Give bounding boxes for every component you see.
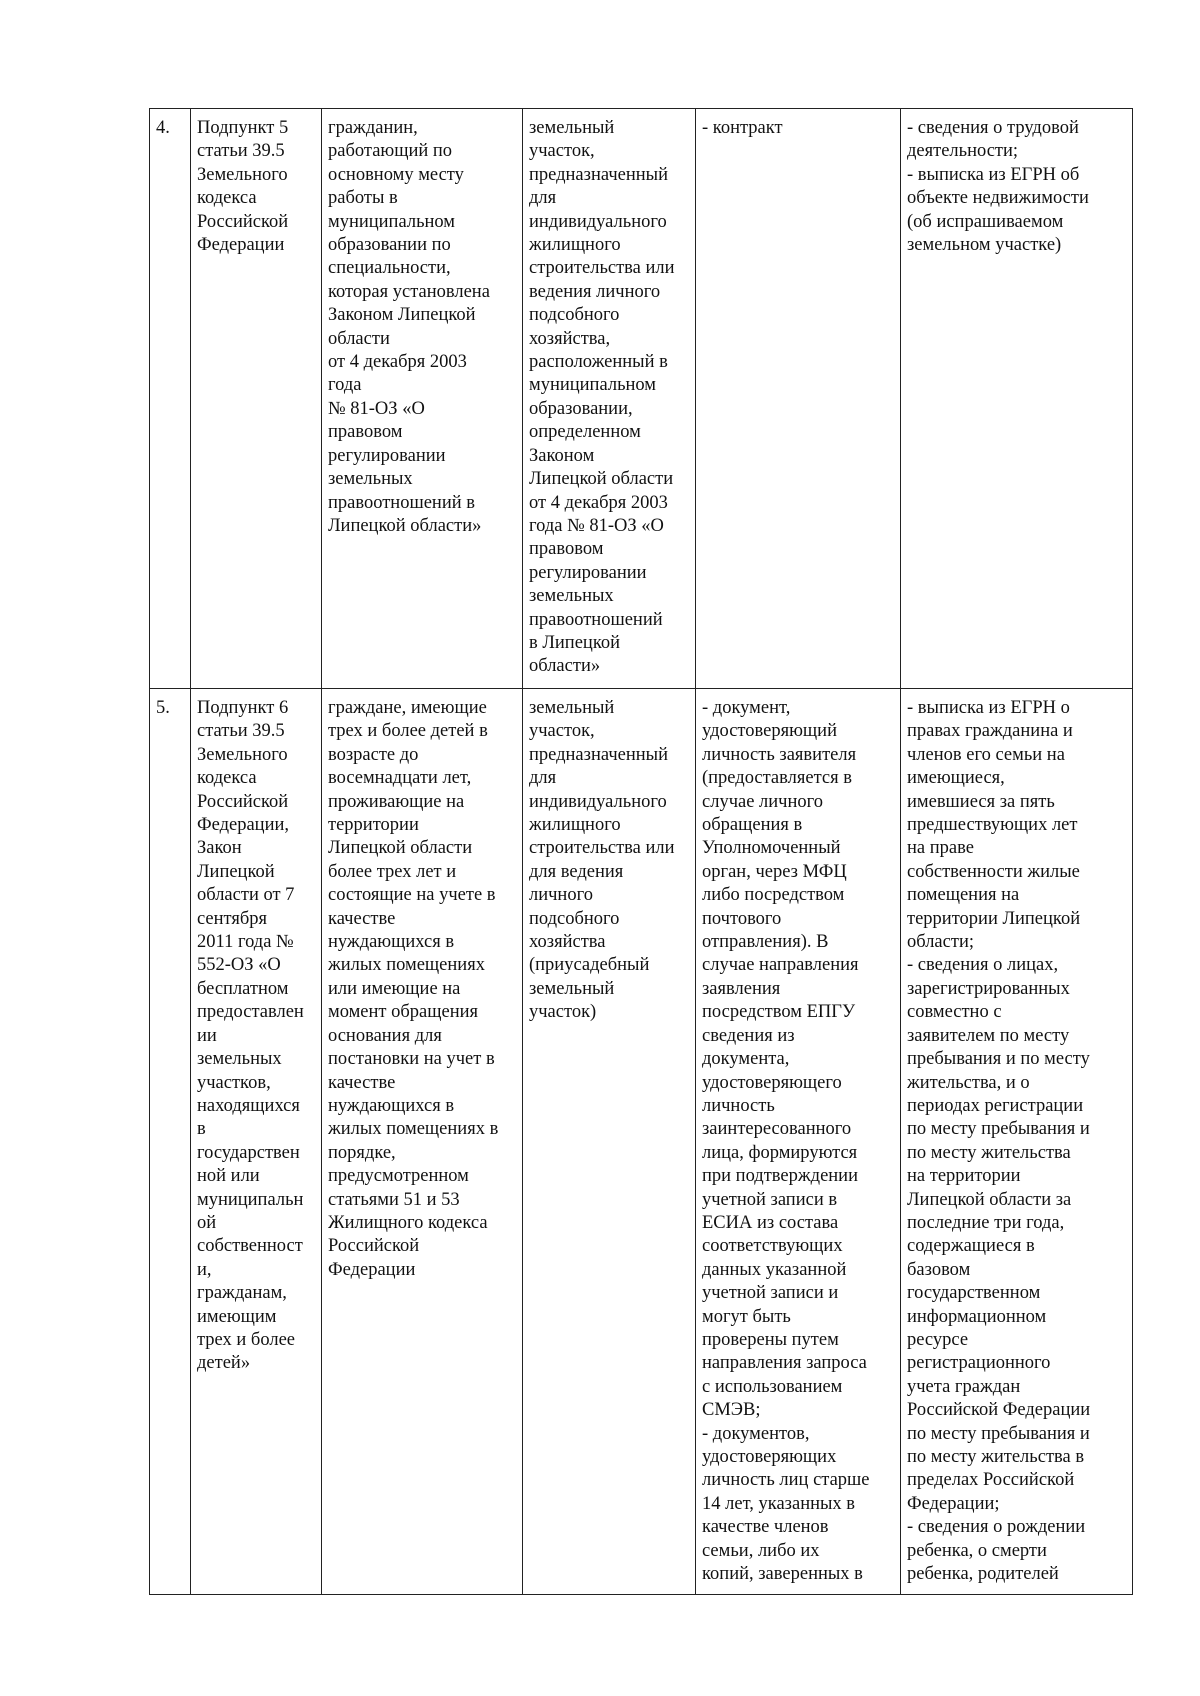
requested-documents-cell: - сведения о трудовой деятельности; - выписка из ЕГРН об объекте недвижимости (об испрашиваемом земельном участке): [901, 109, 1133, 689]
row-number: 4.: [150, 109, 191, 689]
legal-basis-cell: Подпункт 5 статьи 39.5 Земельного кодекса Российской Федерации: [191, 109, 322, 689]
applicant-category-cell: граждане, имеющие трех и более детей в возрасте до восемнадцати лет, проживающие на территории Липецкой области более трех лет и состоящие на учете в качестве нуждающихся в жилых помещениях или имеющие на момент обращения основания для постановки на учет в качестве нуждающихся в жилых помещениях в порядке, предусмотренном статьями 51 и 53 Жилищного кодекса Российской Федерации: [322, 689, 523, 1595]
applicant-category-cell: гражданин, работающий по основному месту работы в муниципальном образовании по специальности, которая установлена Законом Липецкой области от 4 декабря 2003 года № 81-ОЗ «О правовом регулировании земельных правоотношений в Липецкой области»: [322, 109, 523, 689]
land-plot-cell: земельный участок, предназначенный для индивидуального жилищного строительства или ведения личного подсобного хозяйства, расположенный в муниципальном образовании, определенном Законом Липецкой области от 4 декабря 2003 года № 81-ОЗ «О правовом регулировании земельных правоотношений в Липецкой области»: [523, 109, 696, 689]
applicant-documents-cell: - контракт: [696, 109, 901, 689]
table-row: [150, 109, 1133, 689]
land-plot-cell: земельный участок, предназначенный для индивидуального жилищного строительства или для ведения личного подсобного хозяйства (приусадебный земельный участок): [523, 689, 696, 1595]
document-table: [149, 108, 1133, 1595]
legal-basis-cell: Подпункт 6 статьи 39.5 Земельного кодекса Российской Федерации, Закон Липецкой области от 7 сентября 2011 года № 552-ОЗ «О бесплатном предоставлен ии земельных участков, находящихся в государствен ной или муниципальн ой собственност и, гражданам, имеющим трех и более детей»: [191, 689, 322, 1595]
table-row: [150, 689, 1133, 1595]
requested-documents-cell: - выписка из ЕГРН о правах гражданина и членов его семьи на имеющиеся, имевшиеся за пять предшествующих лет на праве собственности жилые помещения на территории Липецкой области; - сведения о лицах, зарегистрированных совместно с заявителем по месту пребывания и по месту жительства, и о периодах регистрации по месту пребывания и по месту жительства на территории Липецкой области за последние три года, содержащиеся в базовом государственном информационном ресурсе регистрационного учета граждан Российской Федерации по месту пребывания и по месту жительства в пределах Российской Федерации; - сведения о рождении ребенка, о смерти ребенка, родителей: [901, 689, 1133, 1595]
applicant-documents-cell: - документ, удостоверяющий личность заявителя (предоставляется в случае личного обращения в Уполномоченный орган, через МФЦ либо посредством почтового отправления). В случае направления заявления посредством ЕПГУ сведения из документа, удостоверяющего личность заинтересованного лица, формируются при подтверждении учетной записи в ЕСИА из состава соответствующих данных указанной учетной записи и могут быть проверены путем направления запроса с использованием СМЭВ; - документов, удостоверяющих личность лиц старше 14 лет, указанных в качестве членов семьи, либо их копий, заверенных в: [696, 689, 901, 1595]
row-number: 5.: [150, 689, 191, 1595]
